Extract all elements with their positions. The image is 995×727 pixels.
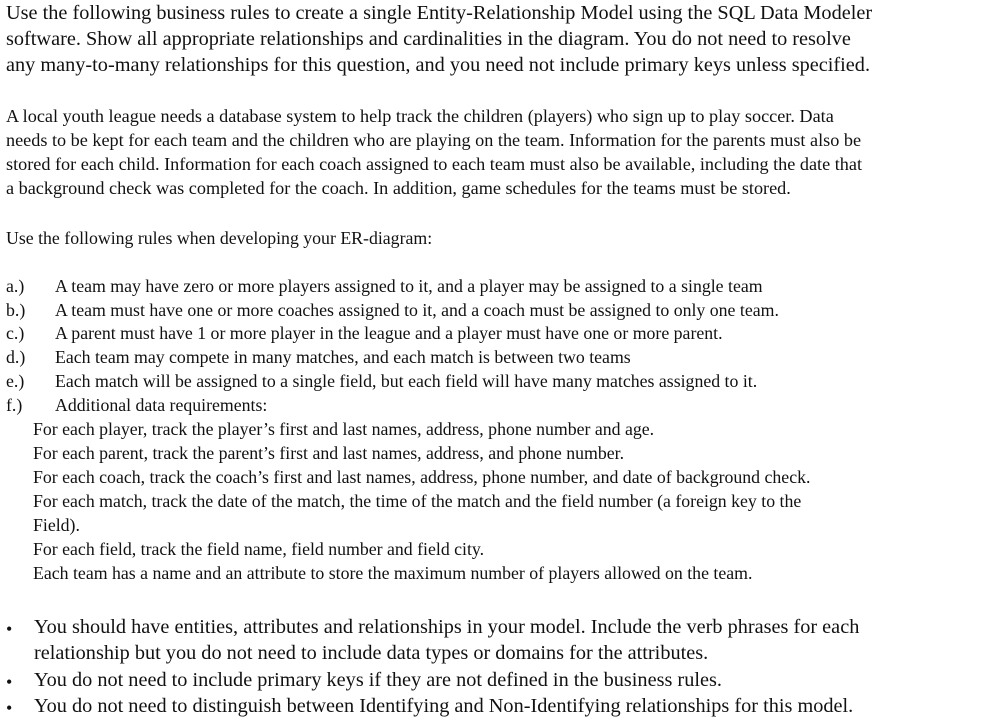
- bullet-text-3: You do not need to distinguish between Identifying and Non-Identifying relationships for this model.: [34, 695, 854, 717]
- rule-letter-d: d.): [6, 347, 26, 367]
- intro-line-2: software. Show all appropriate relationships and cardinalities in the diagram. You do not need to resolve: [6, 28, 851, 50]
- rule-letter-b: b.): [6, 300, 26, 320]
- rule-letter-a: a.): [6, 276, 25, 296]
- scenario-line-1: A local youth league needs a database system to help track the children (players) who sign up to play soccer. Data: [6, 106, 834, 126]
- requirement-match-cont: Field).: [33, 515, 80, 535]
- rule-text-b: A team must have one or more coaches assigned to it, and a coach must be assigned to only one team.: [55, 300, 779, 320]
- bullet-3: •: [6, 698, 13, 718]
- bullet-text-1: You should have entities, attributes and relationships in your model. Include the verb phrases for each: [34, 616, 860, 638]
- rule-text-e: Each match will be assigned to a single field, but each field will have many matches assigned to it.: [55, 371, 758, 391]
- rule-text-d: Each team may compete in many matches, and each match is between two teams: [55, 347, 631, 367]
- scenario-line-3: stored for each child. Information for each coach assigned to each team must also be available, including the date that: [6, 154, 863, 174]
- requirement-player: For each player, track the player’s first and last names, address, phone number and age.: [33, 419, 655, 439]
- requirement-field: For each field, track the field name, field number and field city.: [33, 539, 485, 559]
- scenario-line-2: needs to be kept for each team and the children who are playing on the team. Information for the parents must also be: [6, 130, 862, 150]
- requirement-team: Each team has a name and an attribute to store the maximum number of players allowed on the team.: [33, 563, 753, 583]
- bullet-1: •: [6, 619, 13, 639]
- requirement-parent: For each parent, track the parent’s first and last names, address, and phone number.: [33, 443, 625, 463]
- rule-text-c: A parent must have 1 or more player in the league and a player must have one or more parent.: [55, 323, 723, 343]
- rule-letter-e: e.): [6, 371, 25, 391]
- requirement-match: For each match, track the date of the match, the time of the match and the field number (a foreign key to the: [33, 491, 802, 511]
- rule-text-f: Additional data requirements:: [55, 395, 268, 415]
- requirement-coach: For each coach, track the coach’s first and last names, address, phone number, and date of background check.: [33, 467, 811, 487]
- bullet-text-1-cont: relationship but you do not need to include data types or domains for the attributes.: [34, 642, 709, 664]
- rule-letter-f: f.): [6, 395, 23, 415]
- scenario-line-4: a background check was completed for the coach. In addition, game schedules for the teams must be stored.: [6, 178, 791, 198]
- rules-heading: Use the following rules when developing your ER-diagram:: [6, 228, 433, 248]
- rule-text-a: A team may have zero or more players assigned to it, and a player may be assigned to a single team: [55, 276, 763, 296]
- intro-line-1: Use the following business rules to create a single Entity-Relationship Model using the SQL Data Modeler: [6, 2, 873, 24]
- bullet-2: •: [6, 672, 13, 692]
- intro-line-3: any many-to-many relationships for this question, and you need not include primary keys unless specified.: [6, 54, 871, 76]
- rule-letter-c: c.): [6, 323, 25, 343]
- bullet-text-2: You do not need to include primary keys if they are not defined in the business rules.: [34, 669, 722, 691]
